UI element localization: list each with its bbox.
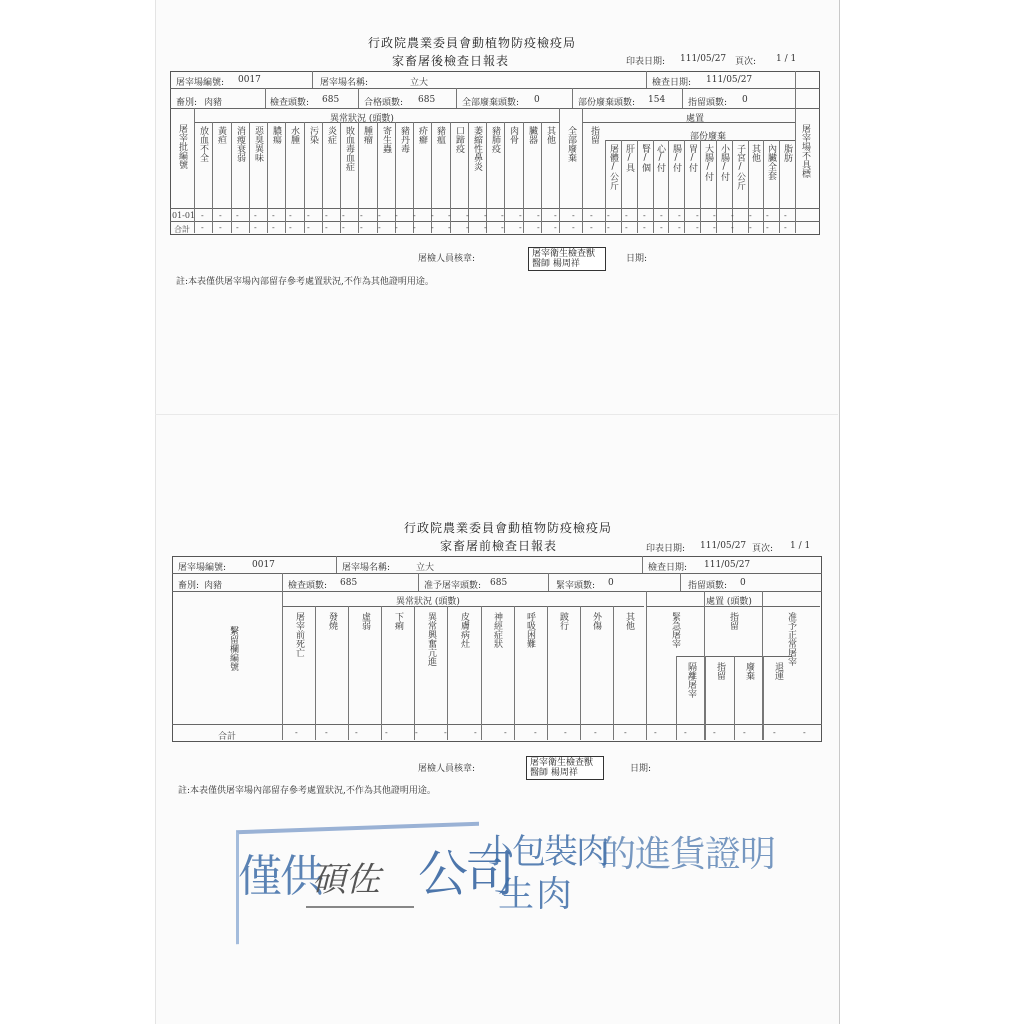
report1-abnormal-column-header: 疥癬 bbox=[417, 126, 427, 144]
report2-sub-column-header: 指留 bbox=[715, 662, 725, 680]
column-rule bbox=[381, 606, 382, 740]
report2-sub-column-header: 廢棄 bbox=[744, 662, 754, 680]
report2-total-row-cell: - bbox=[295, 728, 298, 737]
column-rule bbox=[212, 122, 213, 233]
column-rule bbox=[523, 122, 524, 233]
report1-abnormal-column-header: 豬肺疫 bbox=[490, 126, 500, 153]
report1-abnormal-column-header: 黃疸 bbox=[216, 126, 226, 144]
column-rule bbox=[653, 140, 654, 233]
report1-batch-row-cell: - bbox=[448, 211, 451, 220]
report1-batch-row-cell: - bbox=[731, 211, 734, 220]
column-rule bbox=[716, 140, 717, 233]
rule bbox=[795, 71, 796, 233]
report1-total-row-cell: - bbox=[395, 223, 398, 232]
report1-total-row-cell: - bbox=[360, 223, 363, 232]
report1-print-date-label: 印表日期: bbox=[626, 57, 666, 67]
report2-plant-name-label: 屠宰場名稱: bbox=[342, 563, 391, 573]
report1-batch-row-cell: - bbox=[413, 211, 416, 220]
report2-approved-label: 准予屠宰頭數: bbox=[424, 581, 482, 591]
report1-total-row-cell: - bbox=[784, 223, 787, 232]
report1-check-date: 111/05/27 bbox=[706, 75, 753, 85]
rule bbox=[418, 573, 419, 591]
report1-batch-row-cell: - bbox=[395, 211, 398, 220]
report2-abnormal-column-header: 虛弱 bbox=[360, 612, 370, 630]
rule bbox=[172, 724, 822, 725]
report1-batch-row-cell: - bbox=[713, 211, 716, 220]
report2-total-row-cell: - bbox=[474, 728, 477, 737]
report1-partial-column-header: 大腸/付 bbox=[703, 144, 713, 181]
report1-total-row-cell: - bbox=[749, 223, 752, 232]
report1-first-col-header: 屠宰批編號 bbox=[177, 124, 187, 169]
report2-abnormal-column-header: 下痢 bbox=[393, 612, 403, 630]
report2-total-row-cell: - bbox=[444, 728, 447, 737]
report2-detained-label: 指留頭數: bbox=[688, 581, 728, 591]
rule bbox=[172, 591, 822, 592]
column-rule bbox=[668, 140, 669, 233]
report1-page: 1 / 1 bbox=[776, 54, 797, 64]
report2-abnormal-column-header: 神經症狀 bbox=[492, 612, 502, 648]
report1-plant-no-label: 屠宰場編號: bbox=[176, 78, 225, 88]
report1-abnormal-column-header: 寄生蟲 bbox=[381, 126, 391, 153]
report1-batch-row-cell: - bbox=[219, 211, 222, 220]
report2-total-row-cell: - bbox=[773, 728, 776, 737]
column-rule bbox=[763, 656, 764, 740]
report1-print-date: 111/05/27 bbox=[680, 54, 727, 64]
column-rule bbox=[285, 122, 286, 233]
report1-total-row-cell: - bbox=[696, 223, 699, 232]
report1-abnormal-column-header: 腫瘤 bbox=[362, 126, 372, 144]
report2-abnormal-column-header: 發燒 bbox=[327, 612, 337, 630]
report2-abnormal-column-header: 呼吸困難 bbox=[525, 612, 535, 648]
column-rule bbox=[684, 140, 685, 233]
report1-batch-row-cell: - bbox=[272, 211, 275, 220]
report2-page: 1 / 1 bbox=[790, 541, 811, 551]
report2-print-date: 111/05/27 bbox=[700, 541, 747, 551]
report1-total-row-cell: - bbox=[643, 223, 646, 232]
column-rule bbox=[580, 606, 581, 740]
rule bbox=[282, 573, 283, 591]
report1-batch-row-cell: - bbox=[360, 211, 363, 220]
report1-abnormal-column-header: 膿瘍 bbox=[271, 126, 281, 144]
report2-date-label: 日期: bbox=[630, 764, 652, 774]
column-rule bbox=[304, 122, 305, 233]
report1-title: 家畜屠後檢查日報表 bbox=[392, 54, 510, 68]
report1-row-total: 合計 bbox=[174, 225, 190, 234]
report2-detained: 0 bbox=[740, 578, 746, 588]
report2-disposal-header: 處置 (頭數) bbox=[706, 597, 752, 607]
report1-check-date-label: 檢查日期: bbox=[652, 78, 692, 88]
column-rule bbox=[414, 606, 415, 740]
column-rule bbox=[348, 606, 349, 740]
report1-inspector-seal: 屠宰衛生檢查獸醫師 楊周祥 bbox=[528, 247, 606, 271]
column-rule bbox=[541, 122, 542, 233]
report2-note: 註:本表僅供屠宰場內部留存參考處置狀況,不作為其他證明用途。 bbox=[178, 786, 436, 796]
column-rule bbox=[322, 122, 323, 233]
report1-batch-row-cell: - bbox=[572, 211, 575, 220]
report1-partial-condemn: 154 bbox=[648, 95, 666, 105]
report2-total-row-cell: - bbox=[504, 728, 507, 737]
report2-print-date-label: 印表日期: bbox=[646, 544, 686, 554]
report1-inspector-label: 屠檢人員核章: bbox=[418, 254, 476, 264]
report1-abnormal-column-header: 惡臭異味 bbox=[253, 126, 263, 162]
report1-agency: 行政院農業委員會動植物防疫檢疫局 bbox=[368, 36, 577, 50]
report1-row-batch: 01-01 bbox=[172, 211, 196, 220]
report2-total-row-cell: - bbox=[355, 728, 358, 737]
report1-batch-row-cell: - bbox=[766, 211, 769, 220]
report1-species: 肉豬 bbox=[204, 98, 223, 108]
column-rule bbox=[481, 606, 482, 740]
report1-batch-row-cell: - bbox=[784, 211, 787, 220]
report1-batch-row-cell: - bbox=[607, 211, 610, 220]
report2-inspected: 685 bbox=[340, 578, 358, 588]
report2-species-label: 畜別: bbox=[178, 581, 200, 591]
report1-abnormal-column-header: 肉骨 bbox=[508, 126, 518, 144]
report1-batch-row-cell: - bbox=[378, 211, 381, 220]
report1-partial-column-header: 小腸/付 bbox=[719, 144, 729, 181]
report1-total-row-cell: - bbox=[554, 223, 557, 232]
report1-total-row-cell: - bbox=[325, 223, 328, 232]
stamp-signature: 碩佐 bbox=[312, 860, 380, 900]
report1-date-label: 日期: bbox=[626, 254, 648, 264]
rule bbox=[265, 88, 266, 108]
report1-partial-column-header: 腸/付 bbox=[671, 144, 681, 172]
report2-disposal-column-header: 准予正常屠宰 bbox=[786, 612, 796, 666]
report1-abnormal-column-header: 臟器 bbox=[527, 126, 537, 144]
rule bbox=[282, 606, 644, 607]
column-rule bbox=[547, 606, 548, 740]
column-rule bbox=[605, 140, 606, 233]
report1-abnormal-column-header: 炎症 bbox=[326, 126, 336, 144]
report1-partial-column-header: 其他 bbox=[750, 144, 760, 162]
report2-total-row-cell: - bbox=[713, 728, 716, 737]
rule bbox=[680, 573, 681, 591]
report1-disposal-column-header: 全部廢棄 bbox=[566, 126, 576, 162]
report1-total-row-cell: - bbox=[307, 223, 310, 232]
report2-inspector-label: 屠檢人員核章: bbox=[418, 764, 476, 774]
rule bbox=[572, 88, 573, 108]
report1-total-row-cell: - bbox=[289, 223, 292, 232]
report1-batch-row-cell: - bbox=[590, 211, 593, 220]
report2-emergency-label: 緊宰頭數: bbox=[556, 581, 596, 591]
report2-abnormal-column-header: 外傷 bbox=[591, 612, 601, 630]
report2-total-row-cell: - bbox=[325, 728, 328, 737]
report1-batch-row-cell: - bbox=[431, 211, 434, 220]
report1-disposal-column-header: 指留 bbox=[589, 126, 599, 144]
report1-partial-column-header: 脂肪 bbox=[782, 144, 792, 162]
report1-batch-row-cell: - bbox=[660, 211, 663, 220]
column-rule bbox=[504, 122, 505, 233]
report2-abnormal-column-header: 異常興奮亢進 bbox=[426, 612, 436, 666]
rule bbox=[548, 573, 549, 591]
report1-total-row-cell: - bbox=[431, 223, 434, 232]
report1-total-row-cell: - bbox=[448, 223, 451, 232]
report1-total-row-cell: - bbox=[713, 223, 716, 232]
column-rule bbox=[267, 122, 268, 233]
rule bbox=[358, 88, 359, 108]
report1-batch-row-cell: - bbox=[678, 211, 681, 220]
report2-plant-name: 立大 bbox=[416, 563, 435, 573]
report1-total-row-cell: - bbox=[678, 223, 681, 232]
report1-abnormal-column-header: 放血不全 bbox=[198, 126, 208, 162]
report1-species-label: 畜別: bbox=[176, 98, 198, 108]
report1-total-row-cell: - bbox=[413, 223, 416, 232]
report2-abnormal-column-header: 皮膚病灶 bbox=[459, 612, 469, 648]
report1-batch-row-cell: - bbox=[501, 211, 504, 220]
column-rule bbox=[779, 140, 780, 233]
report2-total-row-cell: - bbox=[803, 728, 806, 737]
report1-batch-row-cell: - bbox=[307, 211, 310, 220]
report1-total-row-cell: - bbox=[484, 223, 487, 232]
report2-species: 肉豬 bbox=[204, 581, 223, 591]
report1-abnormal-column-header: 水腫 bbox=[289, 126, 299, 144]
report1-total-row-cell: - bbox=[342, 223, 345, 232]
report1-batch-row-cell: - bbox=[466, 211, 469, 220]
rule bbox=[312, 71, 313, 88]
report2-total-row-cell: - bbox=[564, 728, 567, 737]
rule bbox=[682, 88, 683, 108]
rule bbox=[170, 88, 820, 89]
report1-total-condemn-label: 全部廢棄頭數: bbox=[462, 98, 520, 108]
column-rule bbox=[613, 606, 614, 740]
report1-batch-row-cell: - bbox=[554, 211, 557, 220]
report1-total-row-cell: - bbox=[607, 223, 610, 232]
report2-abnormal-column-header: 其他 bbox=[624, 612, 634, 630]
report1-batch-row-cell: - bbox=[342, 211, 345, 220]
report1-plant-name-label: 屠宰場名稱: bbox=[320, 78, 369, 88]
report1-total-row-cell: - bbox=[378, 223, 381, 232]
report1-total-row-cell: - bbox=[731, 223, 734, 232]
report1-batch-row-cell: - bbox=[289, 211, 292, 220]
rule bbox=[646, 71, 647, 88]
report1-abnormal-column-header: 污染 bbox=[308, 126, 318, 144]
report1-abnormal-header: 異常狀況 (頭數) bbox=[330, 114, 394, 124]
report1-note: 註:本表僅供屠宰場內部留存參考處置狀況,不作為其他證明用途。 bbox=[176, 277, 434, 287]
report1-total-condemn: 0 bbox=[534, 95, 540, 105]
report1-total-row-cell: - bbox=[572, 223, 575, 232]
report1-total-row-cell: - bbox=[625, 223, 628, 232]
report1-batch-row-cell: - bbox=[236, 211, 239, 220]
column-rule bbox=[315, 606, 316, 740]
report1-batch-row-cell: - bbox=[625, 211, 628, 220]
report1-total-row-cell: - bbox=[590, 223, 593, 232]
rule bbox=[170, 108, 820, 109]
report1-total-row-cell: - bbox=[201, 223, 204, 232]
report2-abnormal-header: 異常狀況 (頭數) bbox=[396, 597, 460, 607]
report2-plant-no: 0017 bbox=[252, 560, 275, 570]
report1-plant-no: 0017 bbox=[238, 75, 261, 85]
column-rule bbox=[637, 140, 638, 233]
column-rule bbox=[734, 656, 735, 740]
report1-partial-column-header: 胃/付 bbox=[687, 144, 697, 172]
report1-total-row-cell: - bbox=[254, 223, 257, 232]
report1-total-row-cell: - bbox=[537, 223, 540, 232]
column-rule bbox=[621, 140, 622, 233]
report1-partial-condemn-label: 部份廢棄頭數: bbox=[578, 98, 636, 108]
column-rule bbox=[231, 122, 232, 233]
report2-sub-column-header: 退運 bbox=[773, 662, 783, 680]
page-fold-divider bbox=[155, 414, 838, 415]
report2-total-row-cell: - bbox=[743, 728, 746, 737]
report1-total-row-cell: - bbox=[519, 223, 522, 232]
report1-abnormal-column-header: 敗血毒血症 bbox=[344, 126, 354, 171]
report1-inspected-label: 檢查頭數: bbox=[270, 98, 310, 108]
report2-total-row-cell: - bbox=[534, 728, 537, 737]
report2-approved: 685 bbox=[490, 578, 508, 588]
report1-partial-column-header: 內臟全套 bbox=[766, 144, 776, 180]
report1-batch-row-cell: - bbox=[325, 211, 328, 220]
report2-inspected-label: 檢查頭數: bbox=[288, 581, 328, 591]
column-rule bbox=[676, 656, 677, 740]
report1-partial-header: 部份廢棄 bbox=[690, 132, 727, 142]
report1-detained: 0 bbox=[742, 95, 748, 105]
report2-page-label: 頁次: bbox=[752, 544, 774, 554]
column-rule bbox=[582, 108, 583, 233]
column-rule bbox=[700, 140, 701, 233]
stamp-text-raw-meat: 生肉 bbox=[498, 874, 575, 915]
report1-partial-column-header: 子宮/公斤 bbox=[735, 144, 745, 190]
report2-inspector-seal: 屠宰衛生檢查獸醫師 楊周祥 bbox=[526, 756, 604, 780]
report1-passed-label: 合格頭數: bbox=[364, 98, 404, 108]
rule bbox=[336, 556, 337, 573]
report2-total-row-cell: - bbox=[684, 728, 687, 737]
report1-total-row-cell: - bbox=[236, 223, 239, 232]
report2-disposal-column-header: 指留 bbox=[728, 612, 738, 630]
report2-sub-column-header: 隔離屠宰 bbox=[686, 662, 696, 698]
column-rule bbox=[249, 122, 250, 233]
report1-partial-column-header: 心/付 bbox=[655, 144, 665, 172]
column-rule bbox=[646, 591, 647, 740]
column-rule bbox=[282, 606, 283, 740]
report2-total-row-cell: - bbox=[594, 728, 597, 737]
stamp-text-only: 僅供 bbox=[238, 851, 322, 902]
report1-abnormal-column-header: 豬瘟 bbox=[435, 126, 445, 144]
signature-line bbox=[306, 906, 414, 908]
report1-abnormal-column-header: 萎縮性鼻炎 bbox=[472, 126, 482, 171]
report1-last-col-header: 屠宰場不具標 bbox=[800, 124, 810, 178]
report1-batch-row-cell: - bbox=[519, 211, 522, 220]
report1-batch-row-cell: - bbox=[749, 211, 752, 220]
report2-total-row-cell: - bbox=[415, 728, 418, 737]
column-rule bbox=[514, 606, 515, 740]
report2-agency: 行政院農業委員會動植物防疫檢疫局 bbox=[404, 521, 613, 535]
report2-disposal-column-header: 緊急屠宰 bbox=[670, 612, 680, 648]
report2-total-row-cell: - bbox=[624, 728, 627, 737]
report1-detained-label: 指留頭數: bbox=[688, 98, 728, 108]
report1-batch-row-cell: - bbox=[643, 211, 646, 220]
report1-partial-column-header: 屠體/公斤 bbox=[608, 144, 618, 190]
report1-total-row-cell: - bbox=[272, 223, 275, 232]
report1-total-row-cell: - bbox=[660, 223, 663, 232]
report1-partial-column-header: 腎/個 bbox=[640, 144, 650, 172]
report1-page-label: 頁次: bbox=[735, 57, 757, 67]
report1-abnormal-column-header: 其他 bbox=[545, 126, 555, 144]
report1-plant-name: 立大 bbox=[410, 78, 429, 88]
report1-total-row-cell: - bbox=[466, 223, 469, 232]
report1-batch-row-cell: - bbox=[201, 211, 204, 220]
column-rule bbox=[358, 122, 359, 233]
report2-check-date: 111/05/27 bbox=[704, 560, 751, 570]
report1-batch-row-cell: - bbox=[254, 211, 257, 220]
report1-total-row-cell: - bbox=[219, 223, 222, 232]
report1-total-row-cell: - bbox=[501, 223, 504, 232]
report1-disposal-header: 處置 bbox=[686, 114, 705, 124]
stamp-text-small-package: 小包裝肉 bbox=[480, 832, 608, 872]
rule bbox=[456, 88, 457, 108]
report2-title: 家畜屠前檢查日報表 bbox=[440, 539, 558, 553]
report2-total-row-cell: - bbox=[385, 728, 388, 737]
report1-abnormal-column-header: 口蹄疫 bbox=[454, 126, 464, 153]
column-rule bbox=[447, 606, 448, 740]
report1-passed: 685 bbox=[418, 95, 436, 105]
report2-total-row-cell: - bbox=[654, 728, 657, 737]
column-rule bbox=[340, 122, 341, 233]
report2-abnormal-column-header: 跛行 bbox=[558, 612, 568, 630]
rule bbox=[172, 573, 822, 574]
stamp-text-purchase-proof: 的進貨證明 bbox=[600, 834, 776, 875]
report2-row-total: 合計 bbox=[218, 732, 237, 742]
column-rule bbox=[559, 108, 560, 233]
report2-abnormal-column-header: 屠宰前死亡 bbox=[294, 612, 304, 657]
rule bbox=[642, 556, 643, 573]
report1-batch-row-cell: - bbox=[696, 211, 699, 220]
column-rule bbox=[763, 140, 764, 233]
report2-emergency: 0 bbox=[608, 578, 614, 588]
report2-first-col-header: 繫留欄編號 bbox=[228, 626, 238, 671]
report1-abnormal-column-header: 消瘦衰弱 bbox=[235, 126, 245, 162]
report1-partial-column-header: 肝/具 bbox=[624, 144, 634, 172]
report2-plant-no-label: 屠宰場編號: bbox=[178, 563, 227, 573]
report1-batch-row-cell: - bbox=[484, 211, 487, 220]
report1-inspected: 685 bbox=[322, 95, 340, 105]
report1-total-row-cell: - bbox=[766, 223, 769, 232]
report1-abnormal-column-header: 豬丹毒 bbox=[399, 126, 409, 153]
report1-batch-row-cell: - bbox=[537, 211, 540, 220]
report2-check-date-label: 檢查日期: bbox=[648, 563, 688, 573]
column-rule bbox=[705, 656, 706, 740]
stamp-text-company: 公司 bbox=[418, 845, 512, 903]
